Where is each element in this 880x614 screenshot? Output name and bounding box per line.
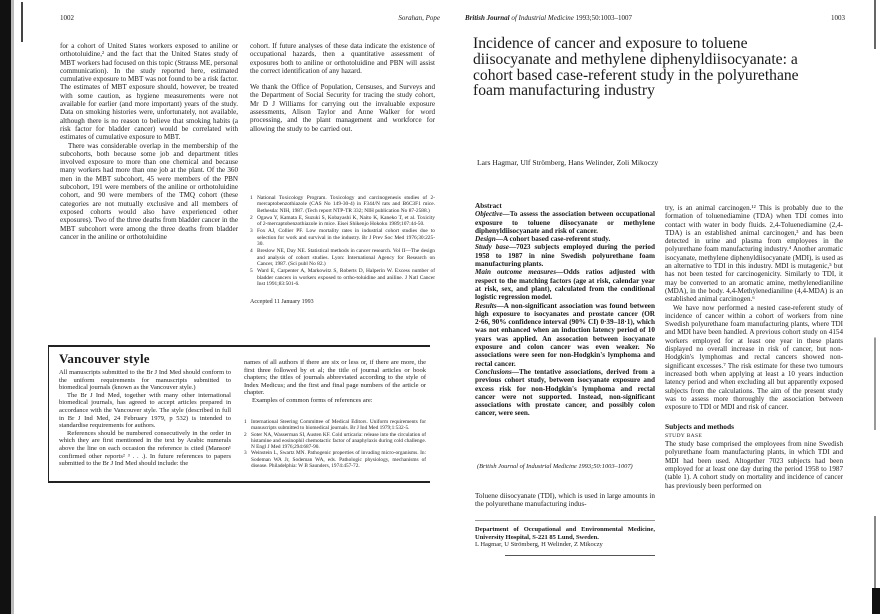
abstract-design: Design—A cohort based case-referent study. xyxy=(475,235,611,244)
accepted-date: Accepted 11 January 1993 xyxy=(250,299,314,305)
reference-item: 3 Weinstein L, Swartz MN. Pathogenic properties of invading micro-organisms. In: Sodeman WA Jr, Sodeman WA, eds. Pathologic physiology, mechanisms of disease. Philadelphia: W B Saunders, 1974:457-72. xyxy=(244,450,426,469)
journal-running-head xyxy=(465,14,632,22)
abstract-conclusions: Conclusions—The tentative associations, derived from a previous cohort study, between isocyanate exposure and excess risk for non-Hodgkin's lymphoma and rectal cancer were not supported. Instead, non-significant associations with prostate cancer, and possibly colon cancer, were seen. xyxy=(475,367,655,418)
scan-right-corner xyxy=(872,588,880,614)
body-paragraph: names of all authors if there are six or less or, if there are more, the first three followed by et al; the title of journal articles or book chapters; the titles of journals abbreviated according to the style of Index Medicus; and the first and final page numbers of the article or chapter. xyxy=(244,359,426,397)
right-column-2 xyxy=(665,204,843,490)
right-page-number: 1003 xyxy=(831,14,845,22)
author-affiliation xyxy=(475,526,655,549)
body-paragraph: The study base comprised the employees from nine Swedish polyurethane foam manufacturing plants, in which TDI and MDI had been used. Altogether 7023 subjects had been employed for at least one day during the period 1958 to 1987 (table 1). A cohort study on mortality and incidence of cancer has previously been performed on xyxy=(665,440,843,490)
reference-item: 5 Ward E, Carpenter A, Markowitz S, Roberts D, Halperin W. Excess number of bladder cancers in workers exposed to ortho-toluidine and aniline. J Natl Cancer Inst 1991;83:501-6. xyxy=(250,268,435,287)
article-authors: Lars Hagmar, Ulf Strömberg, Hans Welinder, Zoli Mikoczy xyxy=(477,158,659,167)
abstract-results: Results—A non-significant association was found between high exposure to isocyanates and prostate cancer (OR 2·66, 90% confidence interval (90% CI) 0·39–18·1), which was not enhanced when an induction latency period of 10 years was applied. An assocation between isocyanate exposure and colon cancer was even weaker. No associations were seen for non-Hodgkin's lymphoma and rectal cancer. xyxy=(475,301,655,368)
body-paragraph: There was considerable overlap in the membership of the subcohorts, both because some job and department titles involved exposure to more than one chemical and because many workers had more than one job at the plant. Of the 360 men in the MBT subcohort, 45 were members of the PBN subcohort, 191 were members of the aniline or orthotoluidine cohort, and 90 were members of the TMQ cohort (these categories are not mutually exclusive and all members of exposed cohorts would also have experienced other exposures). Two of the three deaths from bladder cancer in the MBT subcohort were among the three deaths from bladder cancer in the aniline or orthotoluidine xyxy=(60,141,238,241)
right-page xyxy=(465,0,845,614)
acknowledgements: We thank the Office of Population, Censuses, and Surveys and the Department of Social Security for tracing the study cohort, Mr D J Williams for carrying out the invaluable exposure assessments, Alison Taylor and Anne Walker for word processing, and the plant management and workforce for allowing the study to be carried out. xyxy=(250,83,435,133)
article-citation: (British Journal of Industrial Medicine 1993;50:1003–1007) xyxy=(477,463,633,470)
reference-item: 4 Breslow NE, Day NE. Statistical methods in cancer research. Vol II—The design and analysis of cohort studies. Lyon: International Agency for Research on Cancer, 1987. (Sci publ No 82.) xyxy=(250,248,435,267)
scan-binding-shadow xyxy=(0,0,11,614)
affiliation-authors: L Hagmar, U Strömberg, H Welinder, Z Mikoczy xyxy=(475,541,603,549)
body-paragraph: All manuscripts submitted to the Br J Ind Med should conform to the uniform requirements for manuscripts submitted to biomedical journals (known as the Vancouver style.) xyxy=(59,369,231,392)
abstract-objective: Objective—To assess the association between occupational exposure to toluene diisocyanate or methylene diphenyldiisocyanate and risk of cancer. xyxy=(475,210,655,235)
body-paragraph: try, is an animal carcinogen.¹² This is probably due to the formation of toluenediamine (TDA) when TDI comes into contact with water in body fluids. 2,4-Toluenediamine (2,4-TDA) is an established animal carcinogen,³ and has been detected in urine and plasma from employees in the polyurethane foam manufacturing industry.⁴ Another aromatic isocyanate, methylene diphenyldiisocyanate (MDI), is used as an alternative to TDI in this industry. MDI is mutagenic,⁵ but has not been tested for carcinogenicity. Similarly to TDI, it may be converted to an aromatic amine, methylenedianiline (MDA), in the body. 4,4-Methylenedianiline (4,4-MDA) is an established animal carcinogen.⁶ xyxy=(665,204,843,304)
left-page-number: 1002 xyxy=(60,14,74,22)
reference-item: 1 National Toxicology Program. Toxicology and carcinogenesis studies of 2-mercaptobenzothiazole (CAS No 149-30-4) in F344/N rats and B6C3F1 mice. Bethesda: NIH, 1987. (Tech report NTP-TR 332; NIH publication No 87-2588.) xyxy=(250,195,435,214)
scan-spine-mark xyxy=(21,2,23,42)
left-page xyxy=(60,0,440,614)
vancouver-title: Vancouver style xyxy=(59,351,150,366)
abstract-outcome-measures: Main outcome measures—Odds ratios adjusted with respect to the matching factors (age at risk, calendar year at risk, sex, and plant), calculated from the conditional logistic regression model. xyxy=(475,268,656,302)
left-running-author: Sorahan, Pope xyxy=(398,14,440,22)
intro-paragraph-start: Toluene diisocyanate (TDI), which is used in large amounts in the polyurethane manufacturing indus- xyxy=(475,492,655,509)
subsection-heading: STUDY BASE xyxy=(665,432,703,439)
journal-cite: 1993;50:1003–1007 xyxy=(575,14,633,22)
vancouver-references xyxy=(244,419,426,469)
article-title: Incidence of cancer and exposure to toluene diisocyanate and methylene diphenyldiisocyanate: a cohort based case-referent study in the polyurethane foam manufacturing industry xyxy=(473,35,799,100)
scan-right-edge xyxy=(874,0,876,614)
reference-item: 2 Soter NA, Wasserman SI, Austen KF. Cold urticaria: release into the circulation of histamine and eosinophil chemotactic factor of anaphylaxis during cold challenge. N Engl J Med 1976;294:687-90. xyxy=(244,431,426,450)
left-column-1 xyxy=(60,42,238,241)
body-paragraph: cohort. If future analyses of these data indicate the existence of occupational hazards, then a quantitative assessment of exposures both to aniline or orthotoluidine and PBN will assist the correct identification of any hazard. xyxy=(250,42,435,75)
left-column-2 xyxy=(250,42,435,133)
abstract-heading: Abstract xyxy=(475,202,502,210)
vancouver-style-box xyxy=(48,345,430,483)
vancouver-column-2 xyxy=(244,359,426,405)
examples-label: Examples of common forms of references are: xyxy=(252,396,373,404)
body-paragraph: for a cohort of United States workers exposed to aniline or orthotoluidine,² and the fact that the United States study of MBT workers had focused on this topic (Strauss ME, personal communication). In the study reported here, estimated cumulative exposure to MBT was not found to be a risk factor. The estimates of MBT exposure should, however, be treated with some caution, as hygiene measurements were not available for earlier (and more important) years of the study. Data on smoking histories were, unfortunately, not available, although there is no reason to believe that smoking habits (a risk factor for bladder cancer) would be correlated with estimates of cumulative exposure to MBT. xyxy=(60,42,238,142)
affiliation-underline xyxy=(505,555,655,556)
affiliation-department: Department of Occupational and Environmental Medicine, University Hospital, S-221 85 Lund, Sweden. xyxy=(475,526,655,541)
reference-item: 3 Fox AJ, Collier PF. Low mortality rates in industrial cohort studies due to selection for work and survival in the industry. Br J Prev Soc Med 1976;30:225-30. xyxy=(250,228,435,248)
section-heading: Subjects and methods xyxy=(665,422,734,432)
body-paragraph: References should be numbered consecutively in the order in which they are first mentioned in the text by Arabic numerals above the line on each occasion the reference is cited (Manson¹ confirmed other reports² ³ . . .). In future references to papers submitted to the Br J Ind Med should include: the xyxy=(59,429,231,468)
journal-name-rest: of Industrial Medicine xyxy=(511,14,574,22)
abstract-study-base: Study base—7023 subjects employed during the period 1958 to 1987 in nine Swedish polyurethane foam manufacturing plants. xyxy=(475,243,656,269)
body-paragraph: The Br J Ind Med, together with many other international biomedical journals, has agreed to accept articles prepared in accordance with the Vancouver style. The style (described in full in Br J Ind Med, 24 February 1979, p 532) is intended to standardise requirements for authors. xyxy=(59,391,231,430)
body-paragraph: We have now performed a nested case-referent study of incidence of cancer within a cohort of workers from nine Swedish polyurethane foam manufacturing plants, where TDI and MDI have been handled. A previous cohort study on 4154 workers employed for at least one year in these plants displayed no overall increase in risk of cancer, but non-Hodgkin's lymphomas and rectal cancers showed non-significant excesses.⁷ The risk estimate for these two tumours increased both when applying at least a 10 years induction latency period and when excluding all but apparently exposed subjects from the calculations. The aim of the present study was to assess more thoroughly the association between exposure to TDI or MDI and risk of cancer. xyxy=(665,303,843,412)
abstract xyxy=(475,202,655,418)
reference-item: 1 International Steering Committee of Medical Editors. Uniform requirements for manuscripts submitted to biomedical journals. Br J Ind Med 1979;1:532-5. xyxy=(244,419,426,432)
vancouver-column-1 xyxy=(59,369,231,468)
scan-binding-edge xyxy=(11,0,14,614)
journal-name: British Journal xyxy=(465,14,510,22)
affiliation-divider xyxy=(475,520,655,521)
reference-item: 2 Ogawa Y, Kamata E, Suzuki S, Kobayashi K, Naito K, Kaneko T, et al. Toxicity of 2-mercaptobenzothiazole in mice. Eisei Shikenjo Hokoku 1989;107:44-50. xyxy=(250,214,435,228)
left-references xyxy=(250,195,435,288)
